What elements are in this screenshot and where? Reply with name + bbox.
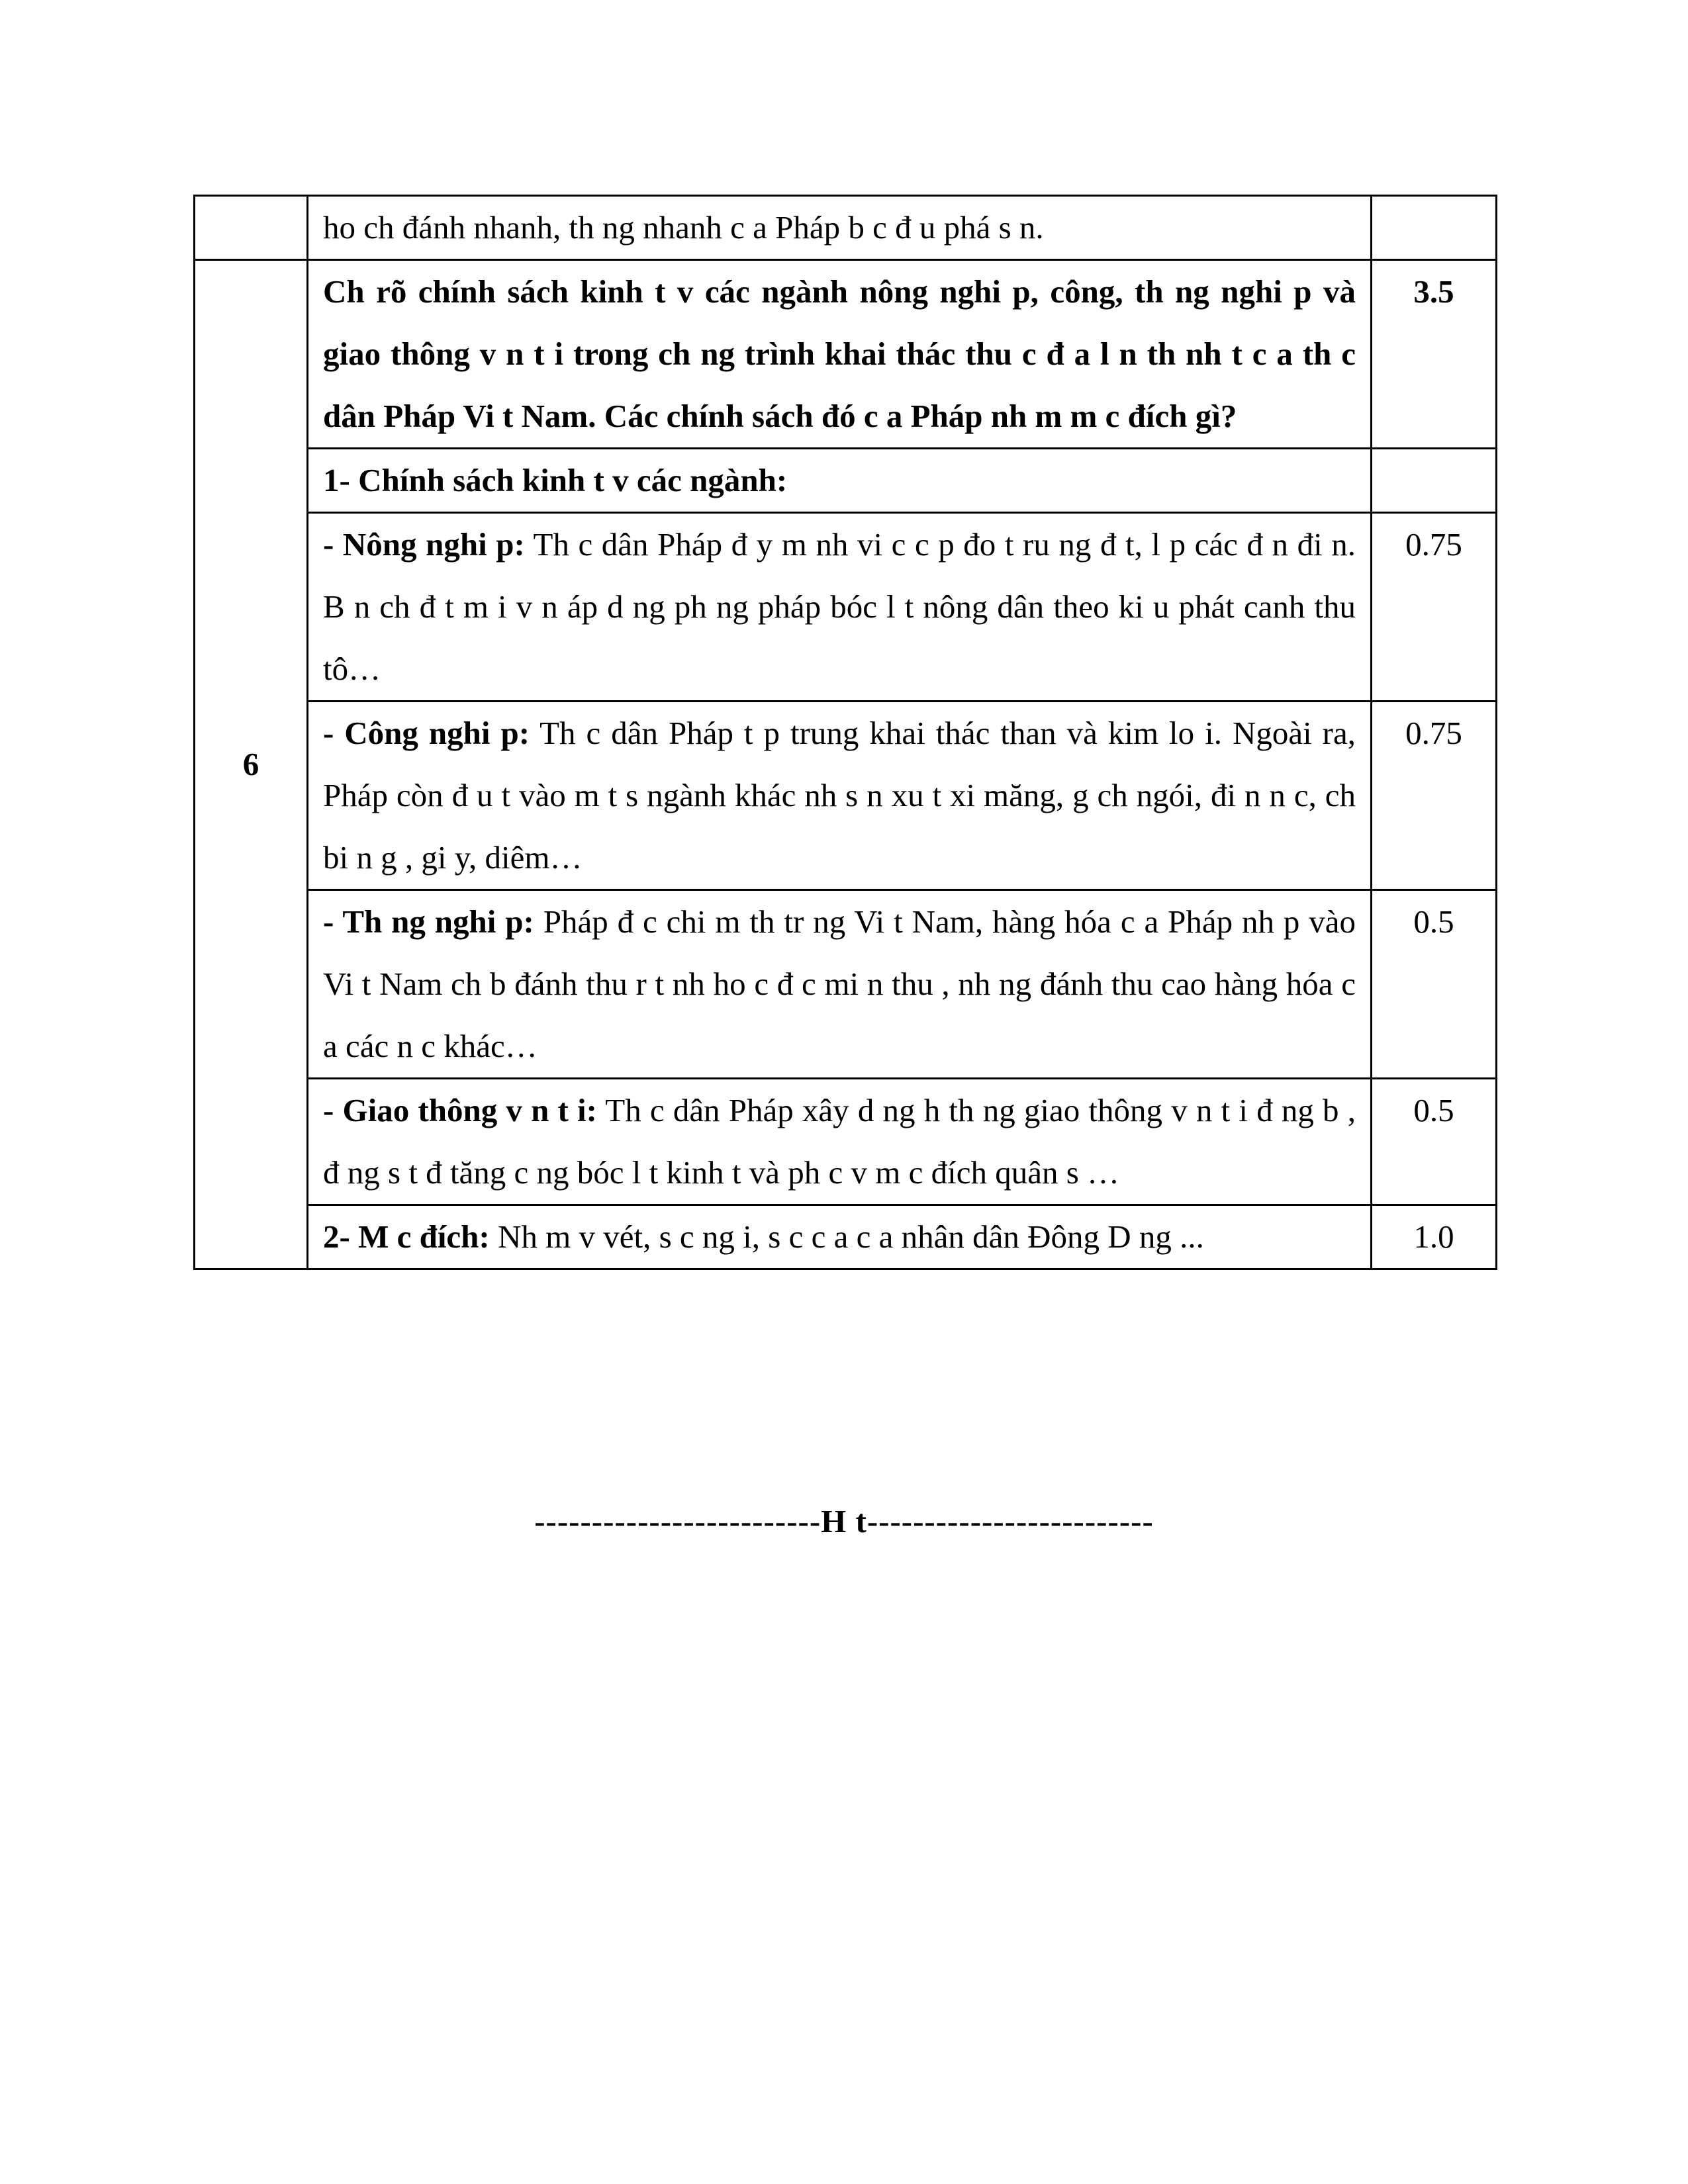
question-text: Ch rõ chính sách kinh t v các ngành nông nghi p, công, th ng nghi p và giao thông v n t i trong ch ng trình khai thác thu c đ a l n th nh t c a th c dân Pháp Vi t Nam. Các chính sách đó c a Pháp nh m m c đích gì? — [323, 273, 1356, 434]
item-text: Th c dân Pháp đ y m nh vi c c p đo t ru ng đ t, l p các đ n đi n. B n ch đ t m i v n áp d ng ph ng pháp bóc l t nông dân theo ki u phát canh thu tô… — [323, 526, 1356, 687]
table-row — [195, 702, 1497, 890]
content-cell — [308, 1205, 1372, 1269]
table-row — [195, 513, 1497, 702]
table-row — [195, 1079, 1497, 1205]
item-label: 2- M c đích: — [323, 1218, 490, 1255]
score-value: 0.75 — [1405, 526, 1462, 563]
score-value: 0.5 — [1413, 903, 1454, 940]
end-marker: -------------------------H t------------------------- — [534, 1503, 1154, 1539]
table-row — [195, 449, 1497, 513]
item-text: Pháp đ c chi m th tr ng Vi t Nam, hàng hóa c a Pháp nh p vào Vi t Nam ch b đánh thu r t nh ho c đ c mi n thu , nh ng đánh thu cao hàng hóa c a các n c khác… — [323, 903, 1356, 1064]
score-value: 0.5 — [1413, 1092, 1454, 1128]
content-cell — [308, 1079, 1372, 1205]
content-cell — [308, 702, 1372, 890]
item-label: - Công nghi p: — [323, 715, 530, 751]
item-text: Th c dân Pháp xây d ng h th ng giao thông v n t i đ ng b , đ ng s t đ tăng c ng bóc l t kinh t và ph c v m c đích quân s … — [323, 1092, 1356, 1191]
content-text: ho ch đánh nhanh, th ng nhanh c a Pháp b c đ u phá s n. — [323, 209, 1044, 246]
section-heading: 1- Chính sách kinh t v các ngành: — [323, 462, 788, 498]
question-number: 6 — [242, 746, 259, 782]
table-row — [195, 260, 1497, 449]
score-cell — [1372, 260, 1497, 449]
item-text: Nh m v vét, s c ng i, s c c a c a nhân dân Đông D ng ... — [489, 1218, 1204, 1255]
score-cell — [1372, 702, 1497, 890]
question-number-cell — [195, 260, 308, 1269]
question-total-score: 3.5 — [1413, 273, 1454, 310]
score-value: 0.75 — [1405, 715, 1462, 751]
table-row — [195, 890, 1497, 1079]
item-label: - Th ng nghi p: — [323, 903, 534, 940]
answer-table — [193, 195, 1497, 1270]
score-cell — [1372, 1079, 1497, 1205]
table-row — [195, 196, 1497, 260]
score-cell — [1372, 1205, 1497, 1269]
score-cell — [1372, 196, 1497, 260]
table-row — [195, 1205, 1497, 1269]
question-cell — [308, 260, 1372, 449]
question-number-cell — [195, 196, 308, 260]
section-heading-cell — [308, 449, 1372, 513]
score-cell — [1372, 513, 1497, 702]
item-label: - Nông nghi p: — [323, 526, 525, 563]
content-cell — [308, 196, 1372, 260]
score-value: 1.0 — [1413, 1218, 1454, 1255]
score-cell — [1372, 449, 1497, 513]
score-cell — [1372, 890, 1497, 1079]
content-cell — [308, 890, 1372, 1079]
content-cell — [308, 513, 1372, 702]
item-label: - Giao thông v n t i: — [323, 1092, 597, 1128]
item-text: Th c dân Pháp t p trung khai thác than và kim lo i. Ngoài ra, Pháp còn đ u t vào m t s ngành khác nh s n xu t xi măng, g ch ngói, đi n n c, ch bi n g , gi y, diêm… — [323, 715, 1356, 876]
